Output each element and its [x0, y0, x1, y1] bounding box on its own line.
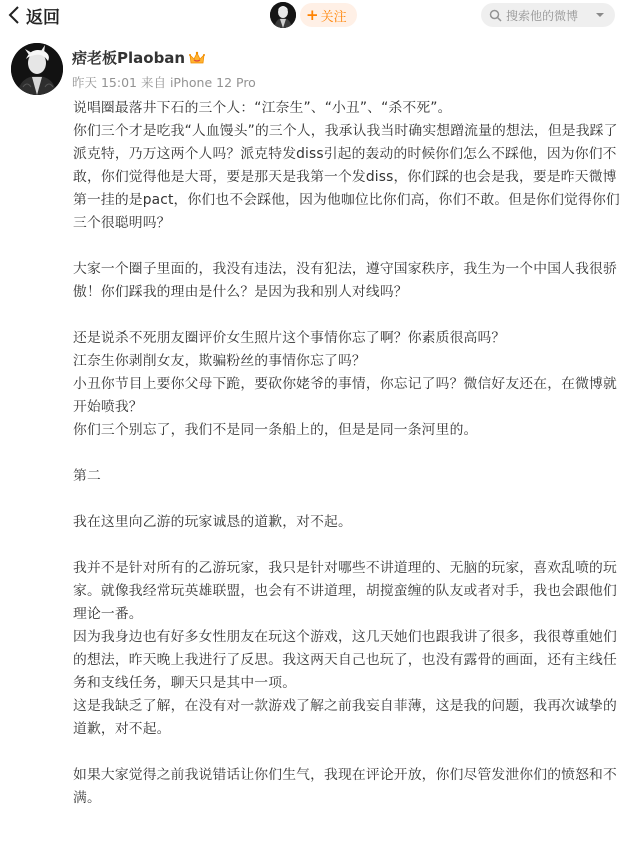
back-label: 返回 [26, 7, 60, 28]
author-name[interactable]: 痞老板Plaoban [72, 49, 186, 67]
post-paragraph: 第二 [73, 468, 101, 484]
mini-avatar[interactable] [270, 2, 296, 28]
profile-header [270, 2, 357, 28]
back-button[interactable] [8, 3, 60, 27]
search-placeholder: 搜索他的微博 [506, 8, 579, 23]
crown-badge-icon [188, 50, 206, 66]
post-meta [72, 73, 256, 91]
chevron-left-icon [8, 6, 20, 24]
plus-icon: + [306, 5, 319, 24]
post-paragraph: 如果大家觉得之前我说错话让你们生气，我现在评论开放，你们尽管发泄你们的愤怒和不满。 [73, 767, 617, 806]
post-paragraph: 江奈生你剥削女友，欺骗粉丝的事情你忘了吗？ [73, 353, 366, 369]
post-paragraph: 你们三个才是吃我“人血馒头”的三个人，我承认我当时确实想蹭流量的想法，但是我踩了派克特，乃万这两个人吗？派克特发diss引起的轰动的时候你们怎么不踩他，因为你们不敢，你们觉得他是大哥，要是那天是我第一个发diss，你们踩的也会是我，要是昨天微博第一挂的是pact，你们也不会踩他，因为他咖位比你们高，你们不敢。但是你们觉得你们三个很聪明吗？ [73, 123, 620, 231]
post-source: 来自 iPhone 12 Pro [140, 75, 256, 90]
avatar[interactable] [11, 43, 63, 95]
top-bar [0, 0, 633, 30]
post-paragraph: 说唱圈最落井下石的三个人：“江奈生”、“小丑”、“杀不死”。 [73, 100, 452, 116]
author-row [72, 47, 206, 68]
post-paragraph: 因为我身边也有好多女性朋友在玩这个游戏，这几天她们也跟我讲了很多，我很尊重她们的想法，昨天晚上我进行了反思。我这两天自己也玩了，也没有露骨的画面，还有主线任务和支线任务，聊天只是其中一项。 [73, 629, 617, 691]
post-paragraph: 小丑你节目上要你父母下跪，要砍你姥爷的事情，你忘记了吗？微信好友还在，在微博就开始喷我？ [73, 376, 617, 415]
search-icon [489, 9, 502, 22]
post-paragraph: 大家一个圈子里面的，我没有违法，没有犯法，遵守国家秩序，我生为一个中国人我很骄傲！你们踩我的理由是什么？是因为我和别人对线吗？ [73, 261, 617, 300]
follow-button[interactable] [300, 3, 357, 27]
post-paragraph: 你们三个别忘了，我们不是同一条船上的，但是是同一条河里的。 [73, 422, 478, 438]
search-box[interactable] [481, 3, 615, 27]
post-paragraph: 这是我缺乏了解，在没有对一款游戏了解之前我妄自菲薄，这是我的问题，我再次诚挚的道歉，对不起。 [73, 698, 617, 737]
post-body [73, 97, 621, 810]
post-time: 昨天 15:01 [72, 75, 137, 90]
post-paragraph: 还是说杀不死朋友圈评价女生照片这个事情你忘了啊？你素质很高吗？ [73, 330, 506, 346]
post-paragraph: 我并不是针对所有的乙游玩家，我只是针对哪些不讲道理的、无脑的玩家，喜欢乱喷的玩家。就像我经常玩英雄联盟，也会有不讲道理，胡搅蛮缠的队友或者对手，我也会跟他们理论一番。 [73, 560, 617, 622]
follow-label: 关注 [320, 9, 347, 25]
post-paragraph: 我在这里向乙游的玩家诚恳的道歉，对不起。 [73, 514, 352, 530]
chevron-down-icon[interactable] [593, 8, 607, 22]
